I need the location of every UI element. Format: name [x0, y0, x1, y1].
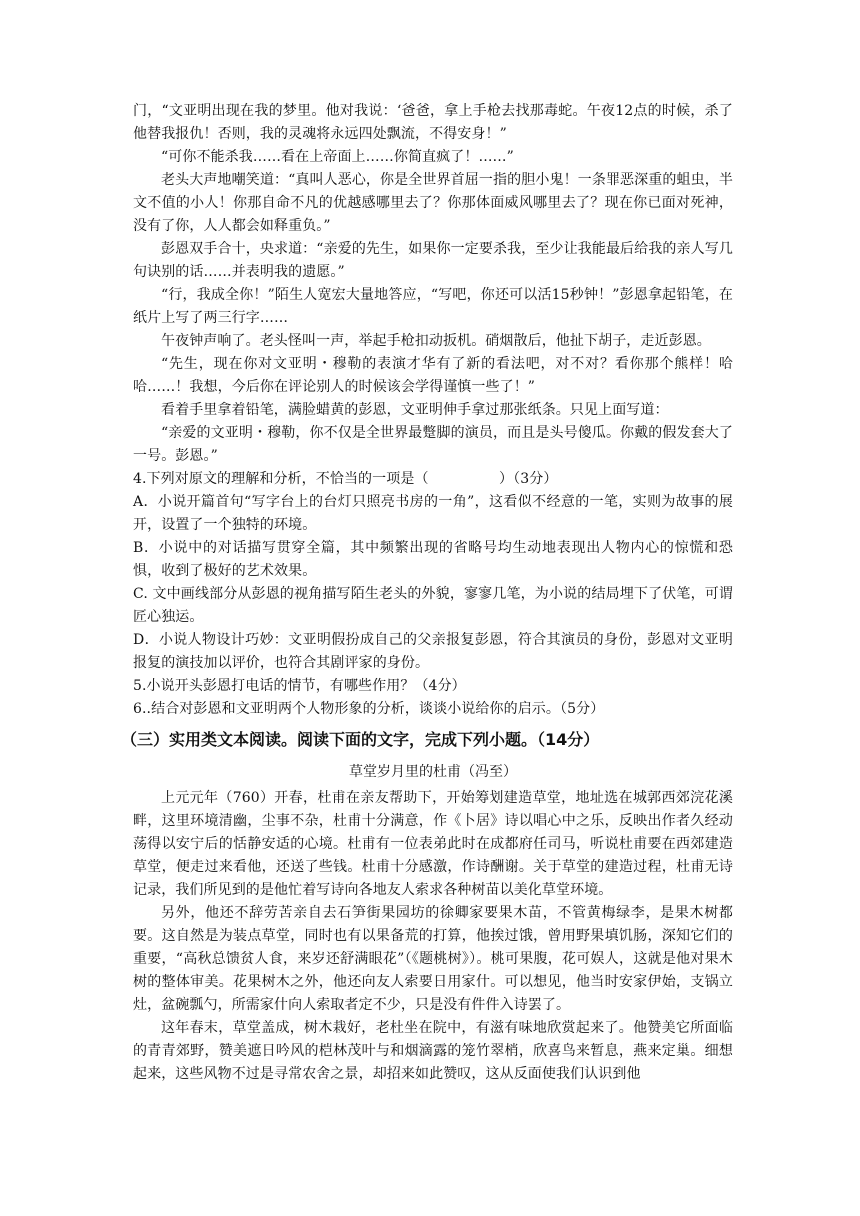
- article-body: [133, 787, 733, 1086]
- story-paragraph: “可你不能杀我……看在上帝面上……你简直疯了！……”: [161, 149, 514, 165]
- article-paragraph: 上元元年（760）开春，杜甫在亲友帮助下，开始筹划建造草堂，地址选在城郭西郊浣花溪畔，这里环境清幽，尘事不杂，杜甫十分满意，作《卜居》诗以唱心中之乐，反映出作者久经动荡得以安宁后的恬静安适的心境。杜甫有一位表弟此时在成都府任司马，听说杜甫要在西郊建造草堂，便走过来看他，还送了些钱。杜甫十分感激，作诗酬谢。关于草堂的建造过程，杜甫无诗记录，我们所见到的是他忙着写诗向各地友人索求各种树苗以美化草堂环境。: [133, 790, 733, 898]
- story-paragraph: “先生，现在你对文亚明・穆勒的表演才华有了新的看法吧，对不对？看你那个熊样！哈哈……！我想，今后你在评论别人的时候该会学得谨慎一些了！”: [133, 356, 733, 395]
- question-4: 4.下列对原文的理解和分析，不恰当的一项是（ ）（3分）: [133, 471, 558, 487]
- question-6: 6..结合对彭恩和文亚明两个人物形象的分析，谈谈小说给你的启示。（5分）: [133, 701, 605, 717]
- article-title: 草堂岁月里的杜甫（冯至）: [349, 764, 517, 780]
- questions: [133, 468, 733, 721]
- option-d: D．小说人物设计巧妙：文亚明假扮成自己的父亲报复彭恩，符合其演员的身份，彭恩对文亚明报复的演技加以评价，也符合其剧评家的身份。: [133, 632, 733, 671]
- option-b: B．小说中的对话描写贯穿全篇，其中频繁出现的省略号均生动地表现出人物内心的惊慌和恐惧，收到了极好的艺术效果。: [133, 540, 733, 579]
- document-page: [121, 100, 733, 1086]
- story-paragraph: 门，“文亚明出现在我的梦里。他对我说：‘爸爸，拿上手枪去找那毒蛇。午夜12点的时候，杀了他替我报仇！否则，我的灵魂将永远四处飘流，不得安身！”: [133, 103, 733, 142]
- story-paragraph: 看着手里拿着铅笔，满脸蜡黄的彭恩，文亚明伸手拿过那张纸条。只见上面写道：: [161, 402, 669, 418]
- question-5: 5.小说开头彭恩打电话的情节，有哪些作用？（4分）: [133, 678, 466, 694]
- story-paragraph: 彭恩双手合十，央求道：“亲爱的先生，如果你一定要杀我，至少让我能最后给我的亲人写几句诀别的话……并表明我的遗愿。”: [133, 241, 733, 280]
- story-paragraph: “亲爱的文亚明・穆勒，你不仅是全世界最蹩脚的演员，而且是头号傻瓜。你戴的假发套大了一号。彭恩。”: [133, 425, 733, 464]
- story-excerpt: [133, 100, 733, 468]
- option-a: A．小说开篇首句“写字台上的台灯只照亮书房的一角”，这看似不经意的一笔，实则为故事的展开，设置了一个独特的环境。: [133, 494, 733, 533]
- section-heading: （三）实用类文本阅读。阅读下面的文字，完成下列小题。（14分）: [121, 730, 600, 749]
- article-paragraph: 另外，他还不辞劳苦亲自去石笋街果园坊的徐卿家要果木苗，不管黄梅绿李，是果木树都要。这自然是为装点草堂，同时也有以果备荒的打算，他挨过饿，曾用野果填饥肠，深知它们的重要，“高秋总馈贫人食，来岁还舒满眼花”（《题桃树》）。桃可果腹，花可娱人，这就是他对果木树的整体审美。花果树木之外，他还向友人索要日用家什。可以想见，他当时安家伊始，支锅立灶，盆碗瓢勺，所需家什向人索取者定不少，只是没有件件入诗罢了。: [133, 905, 733, 1013]
- article-paragraph: 这年春末，草堂盖成，树木栽好，老杜坐在院中，有滋有味地欣赏起来了。他赞美它所面临的青青郊野，赞美遮日吟风的桤林茂叶与和烟滴露的笼竹翠梢，欣喜鸟来暂息，燕来定巢。细想起来，这些风物不过是寻常农舍之景，却招来如此赞叹，这从反面使我们认识到他: [133, 1020, 733, 1082]
- story-paragraph: 午夜钟声响了。老头怪叫一声，举起手枪扣动扳机。硝烟散后，他扯下胡子，走近彭恩。: [161, 333, 711, 349]
- story-paragraph: 老头大声地嘲笑道：“真叫人恶心，你是全世界首屈一指的胆小鬼！一条罪恶深重的蛆虫，半文不值的小人！你那自命不凡的优越感哪里去了？你那体面威风哪里去了？现在你已面对死神，没有了你，人人都会如释重负。”: [133, 172, 733, 234]
- option-c: C. 文中画线部分从彭恩的视角描写陌生老头的外貌，寥寥几笔，为小说的结局埋下了伏笔，可谓匠心独运。: [133, 586, 733, 625]
- story-paragraph: “行，我成全你！”陌生人宽宏大量地答应，“写吧，你还可以活15秒钟！”彭恩拿起铅笔，在纸片上写了两三行字……: [133, 287, 733, 326]
